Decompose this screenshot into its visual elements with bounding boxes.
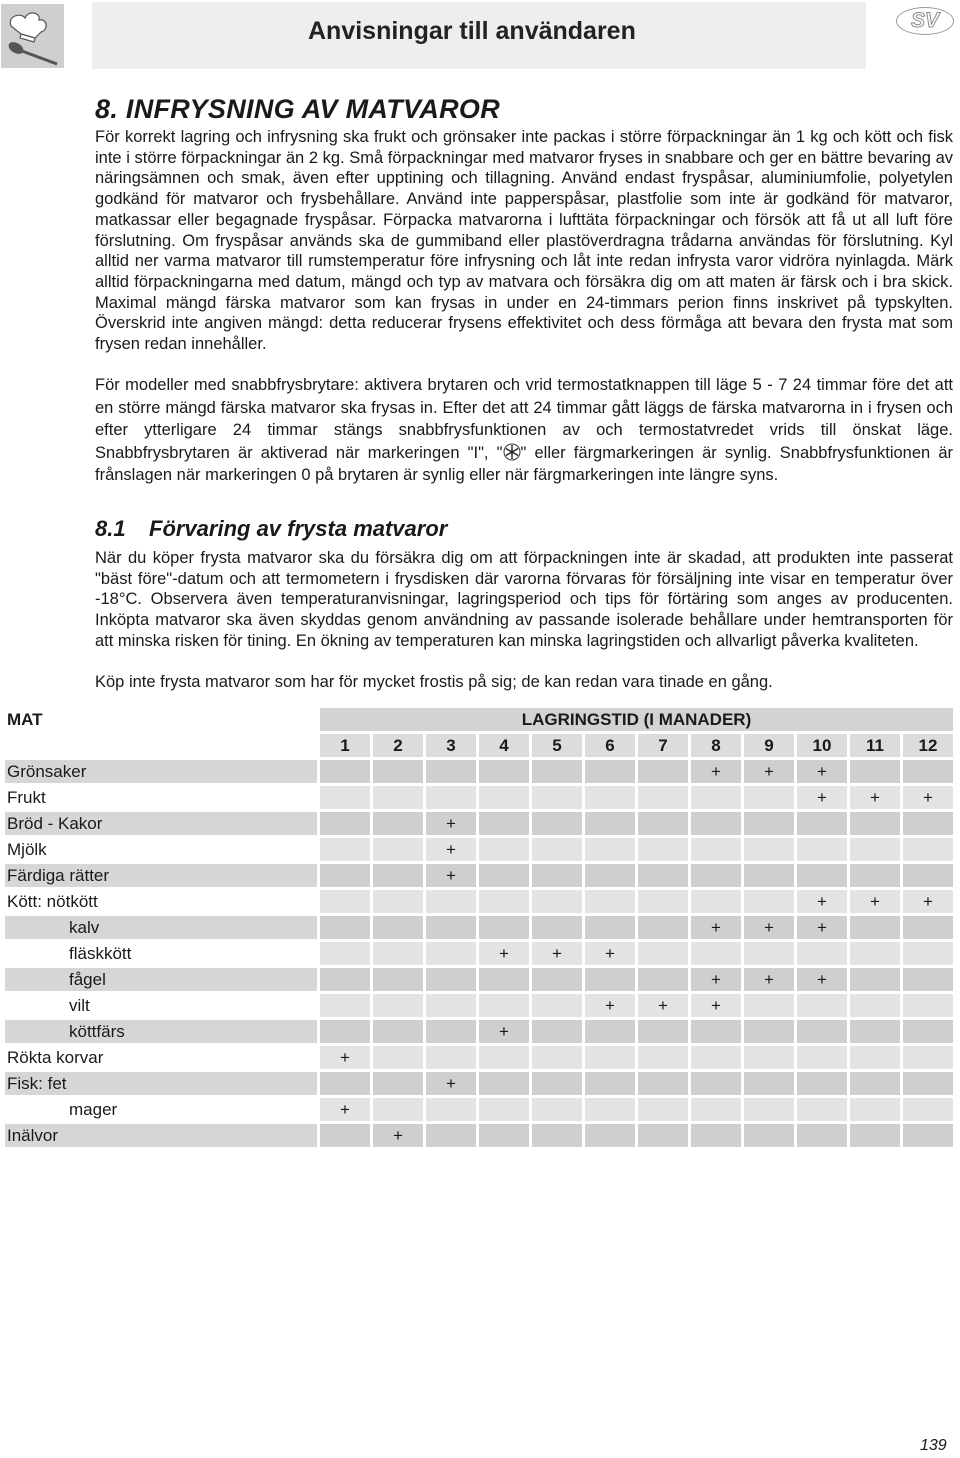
- food-label: Fisk: fet: [5, 1072, 317, 1095]
- month-header: 2: [373, 734, 423, 757]
- section-heading: 8. INFRYSNING AV MATVAROR: [95, 94, 501, 124]
- storage-cell: [850, 1020, 900, 1043]
- storage-cell: +: [797, 968, 847, 991]
- storage-cell: +: [532, 942, 582, 965]
- storage-cell: [797, 1072, 847, 1095]
- storage-cell: +: [426, 864, 476, 887]
- storage-cell: [903, 994, 953, 1017]
- storage-cell: [850, 1072, 900, 1095]
- storage-cell: [850, 942, 900, 965]
- food-label: Färdiga rätter: [5, 864, 317, 887]
- storage-cell: [426, 1098, 476, 1121]
- storage-cell: [585, 1072, 635, 1095]
- table-row: [5, 1072, 953, 1095]
- storage-cell: [903, 942, 953, 965]
- storage-cell: [744, 994, 794, 1017]
- storage-cell: [479, 1124, 529, 1147]
- storage-cell: +: [638, 994, 688, 1017]
- storage-cell: [638, 1098, 688, 1121]
- storage-cell: [320, 994, 370, 1017]
- snowflake-icon: [503, 443, 521, 461]
- section-paragraph-2: [95, 374, 953, 487]
- storage-cell: [691, 1046, 741, 1069]
- storage-cell: +: [320, 1098, 370, 1121]
- storage-cell: [903, 968, 953, 991]
- storage-cell: [532, 838, 582, 861]
- storage-cell: +: [903, 890, 953, 913]
- storage-cell: [850, 1098, 900, 1121]
- storage-cell: +: [373, 1124, 423, 1147]
- storage-cell: [691, 1098, 741, 1121]
- storage-cell: [426, 890, 476, 913]
- storage-cell: +: [426, 838, 476, 861]
- storage-cell: [638, 1124, 688, 1147]
- month-header: 10: [797, 734, 847, 757]
- month-header: 6: [585, 734, 635, 757]
- storage-cell: [532, 1124, 582, 1147]
- storage-cell: [426, 1124, 476, 1147]
- storage-cell: [479, 1046, 529, 1069]
- storage-cell: +: [797, 760, 847, 783]
- table-row: [5, 916, 953, 939]
- storage-cell: [373, 968, 423, 991]
- storage-cell: [903, 864, 953, 887]
- storage-cell: [320, 942, 370, 965]
- storage-cell: [744, 1020, 794, 1043]
- storage-cell: [373, 1020, 423, 1043]
- storage-cell: +: [744, 760, 794, 783]
- storage-cell: [903, 1020, 953, 1043]
- storage-cell: [479, 786, 529, 809]
- month-header: 5: [532, 734, 582, 757]
- month-header: 4: [479, 734, 529, 757]
- storage-cell: [532, 1072, 582, 1095]
- storage-cell: [479, 812, 529, 835]
- storage-cell: [373, 864, 423, 887]
- storage-cell: [797, 838, 847, 861]
- storage-cell: [585, 838, 635, 861]
- storage-cell: [479, 760, 529, 783]
- storage-cell: [691, 1072, 741, 1095]
- food-label: köttfärs: [5, 1020, 317, 1043]
- storage-cell: [532, 916, 582, 939]
- storage-cell: [373, 812, 423, 835]
- storage-cell: [744, 1046, 794, 1069]
- storage-cell: [320, 760, 370, 783]
- storage-cell: [638, 1020, 688, 1043]
- storage-cell: [320, 890, 370, 913]
- storage-cell: [426, 942, 476, 965]
- table-row: [5, 838, 953, 861]
- storage-cell: [691, 1124, 741, 1147]
- table-row: [5, 1046, 953, 1069]
- storage-cell: [373, 994, 423, 1017]
- storage-cell: [850, 1124, 900, 1147]
- storage-cell: [903, 838, 953, 861]
- storage-cell: +: [426, 1072, 476, 1095]
- storage-cell: [585, 864, 635, 887]
- storage-cell: +: [585, 942, 635, 965]
- storage-cell: [797, 1046, 847, 1069]
- storage-cell: [850, 968, 900, 991]
- storage-cell: [532, 1046, 582, 1069]
- storage-cell: [373, 760, 423, 783]
- storage-cell: [532, 760, 582, 783]
- food-label: fläskkött: [69, 944, 132, 963]
- storage-cell: [532, 968, 582, 991]
- storage-cell: [426, 760, 476, 783]
- food-label: fågel: [5, 968, 317, 991]
- table-row: [5, 942, 953, 965]
- storage-cell: [585, 1124, 635, 1147]
- storage-cell: [479, 838, 529, 861]
- storage-cell: +: [744, 968, 794, 991]
- storage-period-header: LAGRINGSTID (I MANADER): [320, 708, 953, 731]
- storage-cell: [691, 812, 741, 835]
- storage-cell: [850, 812, 900, 835]
- storage-cell: [638, 916, 688, 939]
- table-row: [5, 864, 953, 887]
- storage-cell: [320, 864, 370, 887]
- storage-cell: [320, 968, 370, 991]
- storage-table: [2, 705, 956, 1150]
- storage-cell: +: [426, 812, 476, 835]
- storage-cell: +: [850, 890, 900, 913]
- storage-cell: [744, 786, 794, 809]
- storage-cell: [585, 760, 635, 783]
- storage-cell: [585, 916, 635, 939]
- storage-cell: [373, 1098, 423, 1121]
- storage-cell: [479, 968, 529, 991]
- storage-cell: [691, 890, 741, 913]
- storage-cell: [320, 812, 370, 835]
- month-header: 8: [691, 734, 741, 757]
- storage-cell: [691, 864, 741, 887]
- storage-cell: [903, 1072, 953, 1095]
- food-label: Bröd - Kakor: [5, 812, 317, 835]
- storage-cell: [903, 760, 953, 783]
- storage-cell: [850, 864, 900, 887]
- subsection-number: 8.1: [95, 516, 126, 541]
- storage-cell: +: [691, 968, 741, 991]
- storage-cell: +: [479, 942, 529, 965]
- food-label: kalv: [5, 916, 317, 939]
- storage-cell: [585, 890, 635, 913]
- storage-cell: [585, 1020, 635, 1043]
- month-header: 12: [903, 734, 953, 757]
- storage-cell: [797, 1124, 847, 1147]
- storage-cell: [320, 838, 370, 861]
- storage-cell: [532, 1020, 582, 1043]
- table-row: [5, 1098, 953, 1121]
- storage-cell: [373, 916, 423, 939]
- storage-cell: [638, 812, 688, 835]
- subsection-heading: [95, 516, 447, 542]
- storage-cell: [532, 994, 582, 1017]
- storage-cell: [373, 942, 423, 965]
- storage-cell: [691, 838, 741, 861]
- subsection-paragraph-1: När du köper frysta matvaror ska du försäkra dig om att förpackningen inte är skadad, att produkten inte passerat "bäst före"-datum och att termometern i frysdisken där varorna förvaras för försäljning inte visar en temperatur över -18°C. Observera även temperaturanvisningar, lagringsperiod och tips för förtäring som anges av producenten. Inköpta matvaror ska även skyddas genom användning av passande isolerade behållare under hemtransporten för att minska risken för tining. En ökning av temperaturen kan minska lagringstiden och allvarligt påverka kvaliteten.: [95, 549, 953, 650]
- storage-cell: [426, 994, 476, 1017]
- storage-cell: [426, 1046, 476, 1069]
- storage-cell: [744, 890, 794, 913]
- storage-cell: [426, 968, 476, 991]
- month-header: 3: [426, 734, 476, 757]
- storage-cell: [320, 1124, 370, 1147]
- table-row: [5, 1124, 953, 1147]
- storage-cell: [479, 1072, 529, 1095]
- storage-cell: [850, 838, 900, 861]
- storage-cell: +: [585, 994, 635, 1017]
- page-title: Anvisningar till användaren: [308, 17, 636, 45]
- storage-cell: [744, 1124, 794, 1147]
- food-column-header: MAT: [7, 710, 43, 729]
- storage-cell: +: [691, 994, 741, 1017]
- storage-cell: [850, 994, 900, 1017]
- storage-cell: [532, 890, 582, 913]
- storage-cell: [903, 1046, 953, 1069]
- storage-cell: [903, 1124, 953, 1147]
- table-header-row: [5, 708, 953, 731]
- table-row: [5, 1020, 953, 1043]
- month-header: 11: [850, 734, 900, 757]
- chef-hat-spoon-icon: [1, 4, 64, 68]
- subsection-paragraph-2: Köp inte frysta matvaror som har för mycket frostis på sig; de kan redan vara tinade en gång.: [95, 673, 773, 691]
- storage-cell: [532, 812, 582, 835]
- storage-cell: [638, 890, 688, 913]
- storage-cell: [638, 1046, 688, 1069]
- storage-cell: [638, 838, 688, 861]
- food-label: mager: [69, 1100, 118, 1119]
- storage-cell: [797, 994, 847, 1017]
- storage-cell: [479, 1098, 529, 1121]
- storage-cell: +: [320, 1046, 370, 1069]
- storage-cell: [744, 838, 794, 861]
- storage-cell: [691, 1020, 741, 1043]
- storage-cell: [479, 890, 529, 913]
- storage-cell: [585, 968, 635, 991]
- storage-cell: [638, 1072, 688, 1095]
- storage-cell: [744, 864, 794, 887]
- food-label: Kött: nötkött: [7, 892, 98, 911]
- table-row: [5, 968, 953, 991]
- food-label: Frukt: [7, 788, 46, 807]
- storage-cell: [797, 1098, 847, 1121]
- month-header: 9: [744, 734, 794, 757]
- food-label: vilt: [69, 996, 90, 1015]
- storage-cell: [744, 1098, 794, 1121]
- language-badge: SV: [896, 7, 954, 35]
- storage-cell: [479, 916, 529, 939]
- storage-cell: +: [797, 916, 847, 939]
- storage-cell: [426, 786, 476, 809]
- storage-cell: [744, 812, 794, 835]
- storage-cell: [638, 942, 688, 965]
- month-header: 7: [638, 734, 688, 757]
- storage-cell: [373, 786, 423, 809]
- storage-cell: [903, 1098, 953, 1121]
- paragraph-text-before: För modeller med snabbfrysbrytare: aktivera brytaren och vrid termostatknappen till läge 5 - 7 24 timmar före det att en större mängd färska matvaror ska frysas in. Efter det att 24 timmar gått läggs de färska matvarorna in i frysen och efter ytterligare 24 timmar stängs snabbfrysfunktionen av och termostatvredet vrids till önskat läge. Snabbfrysbrytaren är aktiverad när markeringen "I", ": [95, 376, 953, 462]
- storage-cell: [320, 786, 370, 809]
- storage-cell: +: [479, 1020, 529, 1043]
- table-row: [5, 994, 953, 1017]
- month-header: 1: [320, 734, 370, 757]
- storage-cell: +: [691, 760, 741, 783]
- paragraph-text-after: " eller färgmarkeringen är synlig. Snabbfrysfunktionen är frånslagen när markeringen 0 på brytaren är synlig eller när färgmarkeringen inte längre syns.: [95, 443, 954, 484]
- food-label: Grönsaker: [5, 760, 317, 783]
- storage-cell: [797, 812, 847, 835]
- storage-cell: +: [797, 786, 847, 809]
- storage-cell: [638, 968, 688, 991]
- storage-cell: +: [850, 786, 900, 809]
- page-number: 139: [920, 1437, 947, 1454]
- storage-cell: [903, 916, 953, 939]
- storage-cell: +: [903, 786, 953, 809]
- storage-cell: [532, 1098, 582, 1121]
- storage-cell: [797, 1020, 847, 1043]
- storage-cell: [903, 812, 953, 835]
- storage-cell: [850, 916, 900, 939]
- storage-cell: [373, 890, 423, 913]
- table-row: [5, 760, 953, 783]
- storage-cell: [585, 786, 635, 809]
- storage-cell: [691, 942, 741, 965]
- storage-cell: +: [744, 916, 794, 939]
- storage-cell: [797, 864, 847, 887]
- storage-cell: [585, 1098, 635, 1121]
- storage-cell: [585, 812, 635, 835]
- subsection-title: Förvaring av frysta matvaror: [149, 516, 448, 541]
- food-label: Mjölk: [7, 840, 47, 859]
- storage-cell: [373, 838, 423, 861]
- storage-cell: +: [797, 890, 847, 913]
- storage-cell: [850, 1046, 900, 1069]
- storage-cell: [638, 864, 688, 887]
- storage-cell: [373, 1072, 423, 1095]
- storage-cell: [320, 1072, 370, 1095]
- food-label: Inälvor: [5, 1124, 317, 1147]
- table-row: [5, 812, 953, 835]
- table-row: [5, 890, 953, 913]
- storage-cell: [850, 760, 900, 783]
- storage-cell: [744, 942, 794, 965]
- storage-cell: [373, 1046, 423, 1069]
- storage-cell: [479, 864, 529, 887]
- storage-cell: [479, 994, 529, 1017]
- storage-cell: [320, 916, 370, 939]
- storage-cell: [638, 786, 688, 809]
- storage-cell: [532, 864, 582, 887]
- section-paragraph-1: För korrekt lagring och infrysning ska frukt och grönsaker inte packas i större förpackningar än 1 kg och kött och fisk inte i större förpackningar än 2 kg. Små förpackningar med matvaror fryses in snabbare och ger en bättre bevaring av näringsämnen och smak, även efter upptining och tillagning. Använd endast fryspåsar, aluminiumfolie, polyetylen godkänd för matvaror och frysbehållare. Använd inte papperspåsar, plastfolie som inte är godkänd för matvaror, matkassar eller begagnade fryspåsar. Förpacka matvarorna i lufttäta förpackningar och försök att få ut all luft före förslutning. Om fryspåsar används ska de gummiband eller plastöverdragna trådarna användas för förslutning. Kyl alltid ner varma matvaror till rumstemperatur före infrysning och låt inte redan infrysta varor vidröra nyinlagda. Märk alltid förpackningarna med datum, mängd och typ av matvara och försäkra dig om att maten är färsk och i bra skick. Maximal mängd färska matvaror som kan frysas in under en 24-timmars perion finns inskrivet på typskylten. Överskrid inte angiven mängd: detta reducerar frysens effektivitet och dess förmåga att bevara den frysta mat som frysen redan innehåller.: [95, 128, 953, 354]
- storage-cell: [426, 916, 476, 939]
- storage-cell: [320, 1020, 370, 1043]
- brand-logo: [1, 4, 64, 68]
- storage-cell: +: [691, 916, 741, 939]
- storage-cell: [426, 1020, 476, 1043]
- table-row: [5, 786, 953, 809]
- storage-cell: [532, 786, 582, 809]
- food-label: Rökta korvar: [7, 1048, 104, 1067]
- storage-cell: [691, 786, 741, 809]
- storage-cell: [585, 1046, 635, 1069]
- storage-cell: [797, 942, 847, 965]
- storage-cell: [638, 760, 688, 783]
- storage-cell: [744, 1072, 794, 1095]
